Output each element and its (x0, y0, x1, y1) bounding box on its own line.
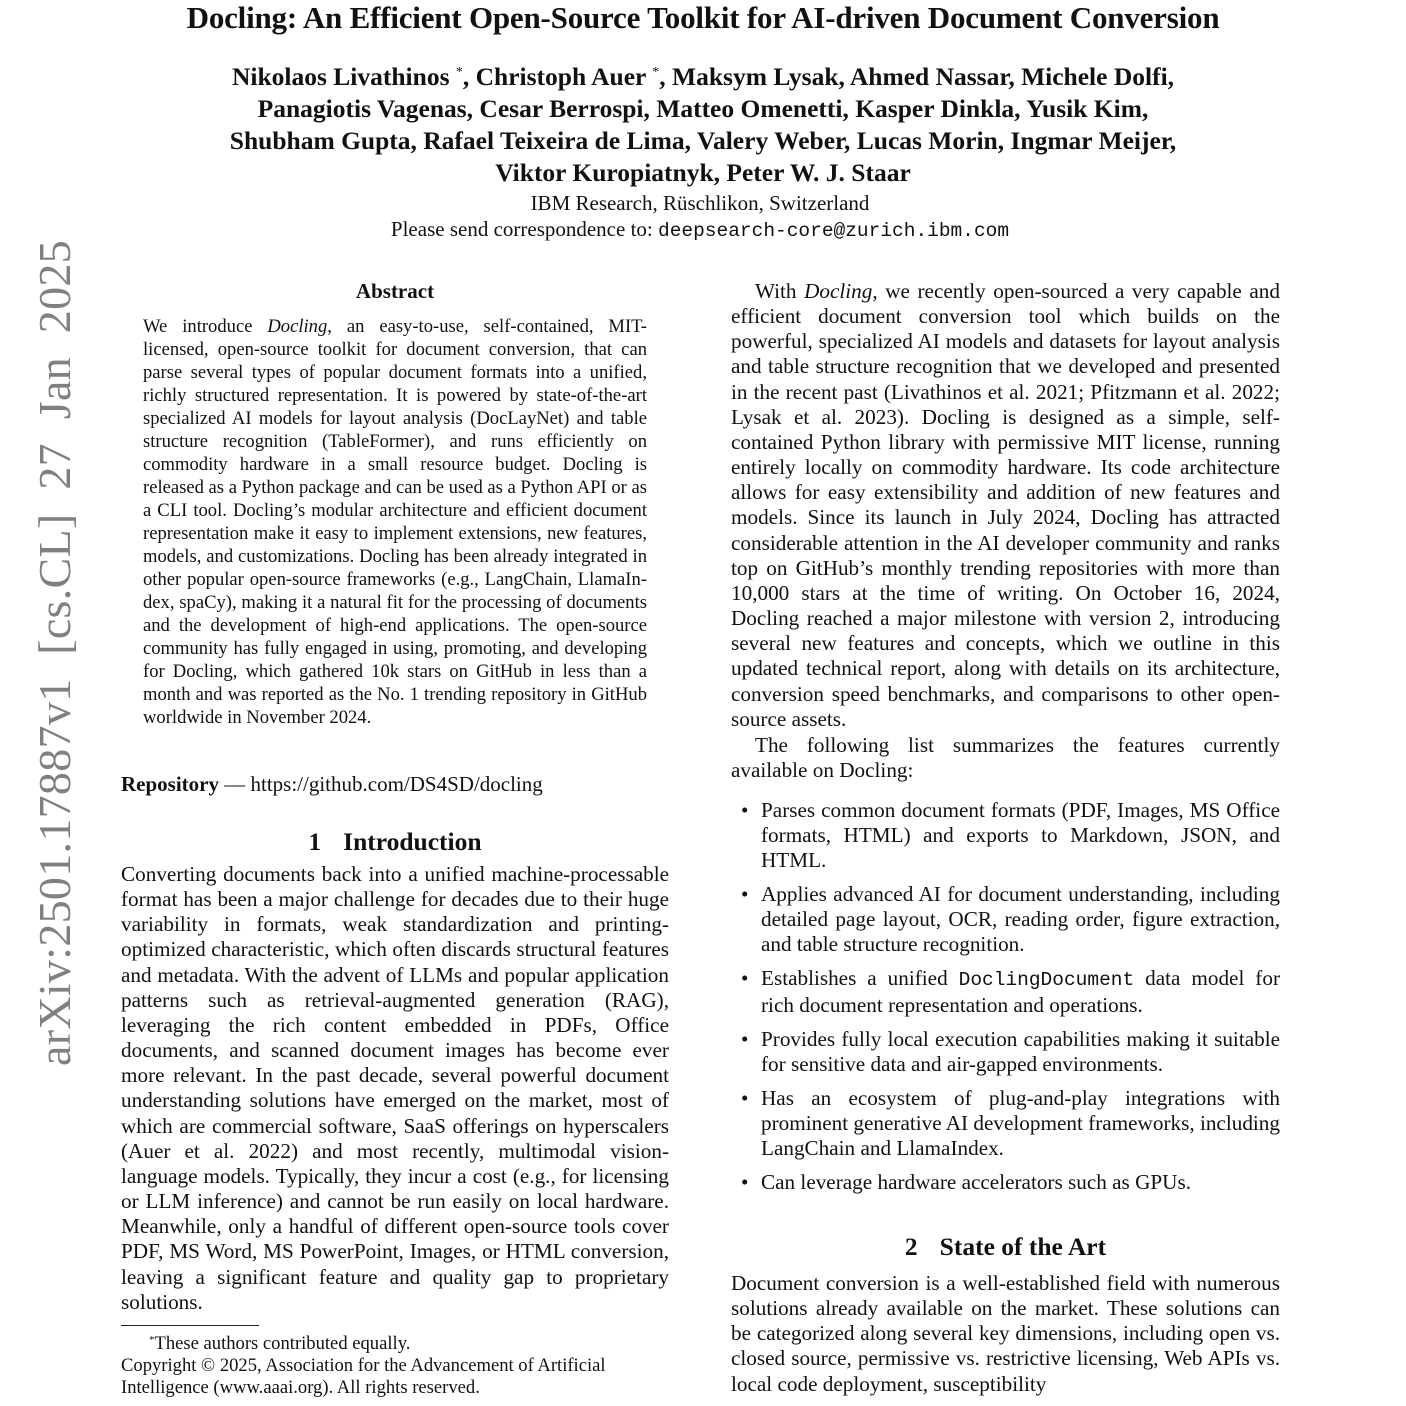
copyright-notice: Copyright © 2025, Association for the Advancement of Artificial Intelligence (www.aaai.org). All rights reserved. (121, 1355, 606, 1398)
abstract-heading: Abstract (355, 279, 435, 303)
correspondence-email[interactable]: deepsearch-core@zurich.ibm.com (658, 220, 1010, 242)
paragraph-text: With (755, 279, 805, 303)
author-list (150, 57, 1256, 189)
equal-contribution-marker: * (455, 65, 463, 80)
features-intro-paragraph: The following list summarizes the features currently available on Docling: (731, 732, 1280, 782)
abstract-text: , an easy-to-use, self-contained, MIT-licensed, open-source toolkit for document conversion, that can parse several types of popular document formats into a unified, richly structured representation. It is powered by state-of-the-art specialized AI models for layout analysis (DocLayNet) and table structure recognition (TableFormer), and runs efficiently on commodity hardware in a small resource budget. Docling is released as a Python package and can be used as a Python API or as a CLI tool. Docling’s modular architecture and efficient document representation make it easy to implement extensions, new features, models, and customizations. Docling has been already integrated in other popular open-source frameworks (e.g., LangChain, LlamaIndex, spaCy), making it a natural fit for the processing of documents and the development of high-end applications. The open-source community has fully engaged in using, promoting, and developing for Docling, which gathered 10k stars on GitHub in less than a month and was reported as the No. 1 trending repository in GitHub worldwide in November 2024. (143, 316, 647, 728)
feature-text: Applies advanced AI for document understanding, including detailed page layout, OCR, reading order, figure extraction, and table structure recognition. (761, 881, 1280, 957)
section-number: 2 (904, 1232, 918, 1261)
bullet-icon: • (741, 965, 749, 990)
authors-line-1 (150, 57, 1256, 93)
feature-item (731, 966, 1280, 1018)
footnote-equal-contribution (121, 1329, 669, 1355)
repository-line (121, 771, 681, 797)
section-heading-state-of-the-art (731, 1232, 1280, 1262)
bullet-icon: • (741, 1085, 749, 1110)
abstract-text: We introduce (143, 316, 268, 337)
abstract-body (143, 315, 647, 729)
bullet-icon: • (741, 798, 749, 822)
author-livathinos: Nikolaos Livathinos (231, 62, 456, 91)
authors-line-2: Panagiotis Vagenas, Cesar Berrospi, Matteo Omenetti, Kasper Dinkla, Yusik Kim, (257, 94, 1149, 123)
feature-item (731, 1027, 1280, 1077)
correspondence-label: Please send correspondence to: (390, 217, 658, 241)
section-number: 1 (308, 827, 322, 856)
feature-item (731, 1170, 1280, 1195)
feature-item (731, 798, 1280, 873)
arxiv-side-label: arXiv:2501.17887v1 [cs.CL] 27 Jan 2025 (29, 240, 80, 1066)
affiliation-block (0, 190, 1400, 244)
feature-text: Parses common document formats (PDF, Images, MS Office formats, HTML) and exports to Markdown, JSON, and HTML. (761, 798, 1280, 873)
authors-rest-line-1: , Maksym Lysak, Ahmed Nassar, Michele Dolfi, (659, 62, 1175, 91)
code-docling-document: DoclingDocument (958, 968, 1135, 991)
state-of-the-art-paragraph: Document conversion is a well-established field with numerous solutions already available on the market. These solutions can be categorized along several key dimensions, including open vs. closed source, permissive vs. restrictive licensing, Web APIs vs. local code deployment, susceptibility (731, 1271, 1280, 1396)
docling-emphasis: Docling (804, 279, 873, 303)
footnote-marker: * (149, 1334, 155, 1346)
docling-emphasis: Docling (267, 316, 328, 337)
repository-separator: — (219, 772, 251, 796)
docling-overview-paragraph (731, 279, 1280, 732)
feature-list (731, 798, 1280, 1203)
authors-line-4: Viktor Kuropiatnyk, Peter W. J. Staar (495, 158, 911, 187)
introduction-continued (731, 279, 1280, 783)
feature-text: Provides fully local execution capabilities making it suitable for sensitive data and air-gapped environments. (761, 1026, 1280, 1076)
repository-link[interactable]: https://github.com/DS4SD/docling (250, 772, 543, 796)
introduction-paragraph: Converting documents back into a unified machine-processable format has been a major challenge for decades due to their huge variability in formats, weak standardization and printing-optimized characteristic, which often discards structural features and metadata. With the advent of LLMs and popular application patterns such as retrieval-augmented generation (RAG), leveraging the rich content embedded in PDFs, Office documents, and scanned document images has become ever more relevant. In the past decade, several powerful document understanding solutions have emerged on the market, most of which are commercial software, SaaS offerings on hyperscalers (Auer et al. 2022) and most recently, multimodal vision-language models. Typically, they incur a cost (e.g., for licensing or LLM inference) and cannot be run easily on local hardware. Meanwhile, only a handful of different open-source tools cover PDF, MS Word, MS PowerPoint, Images, or HTML conversion, leaving a significant feature and quality gap to proprietary solutions. (121, 862, 669, 1314)
section-title: Introduction (343, 827, 482, 856)
correspondence (0, 216, 1400, 244)
feature-text: Can leverage hardware accelerators such as GPUs. (761, 1169, 1192, 1194)
feature-text: Establishes a unified (761, 965, 959, 990)
bullet-icon: • (741, 1026, 749, 1051)
feature-text: data model for rich document representation and operations. (761, 965, 1280, 1018)
footnote-text: These authors contributed equally. (154, 1333, 411, 1354)
author-auer: , Christoph Auer (462, 62, 653, 91)
footnotes (121, 1329, 669, 1399)
equal-contribution-marker: * (652, 65, 660, 80)
paragraph-text: , we recently open-sourced a very capable and efficient document conversion tool which builds on the powerful, specialized AI models and datasets for layout analysis and table structure recognition that we developed and presented in the recent past (Livathinos et al. 2021; Pfitzmann et al. 2022; Lysak et al. 2023). Docling is designed as a simple, self-contained Python library with permissive MIT license, running entirely locally on commodity hardware. Its code architecture allows for easy extensibility and addition of new features and models. Since its launch in July 2024, Docling has attracted considerable attention in the AI developer community and ranks top on GitHub’s monthly trending repositories with more than 10,000 stars at the time of writing. On October 16, 2024, Docling reached a major milestone with version 2, introducing several new features and concepts, which we outline in this updated technical report, along with details on its architecture, conversion speed benchmarks, and comparisons to other open-source assets. (731, 279, 1280, 731)
feature-item (731, 882, 1280, 957)
footnote-divider (121, 1325, 259, 1326)
repository-label: Repository (121, 772, 219, 796)
bullet-icon: • (741, 1169, 749, 1194)
section-heading-introduction (121, 827, 669, 857)
section-title: State of the Art (939, 1232, 1107, 1261)
feature-text: Has an ecosystem of plug-and-play integrations with prominent generative AI development frameworks, including LangChain and LlamaIndex. (761, 1085, 1280, 1160)
feature-item (731, 1086, 1280, 1161)
bullet-icon: • (741, 881, 749, 906)
paper-title: Docling: An Efficient Open-Source Toolkit for AI-driven Document Conversion (186, 0, 1220, 35)
affiliation: IBM Research, Rüschlikon, Switzerland (530, 191, 870, 215)
authors-line-3: Shubham Gupta, Rafael Teixeira de Lima, Valery Weber, Lucas Morin, Ingmar Meijer, (229, 126, 1177, 155)
